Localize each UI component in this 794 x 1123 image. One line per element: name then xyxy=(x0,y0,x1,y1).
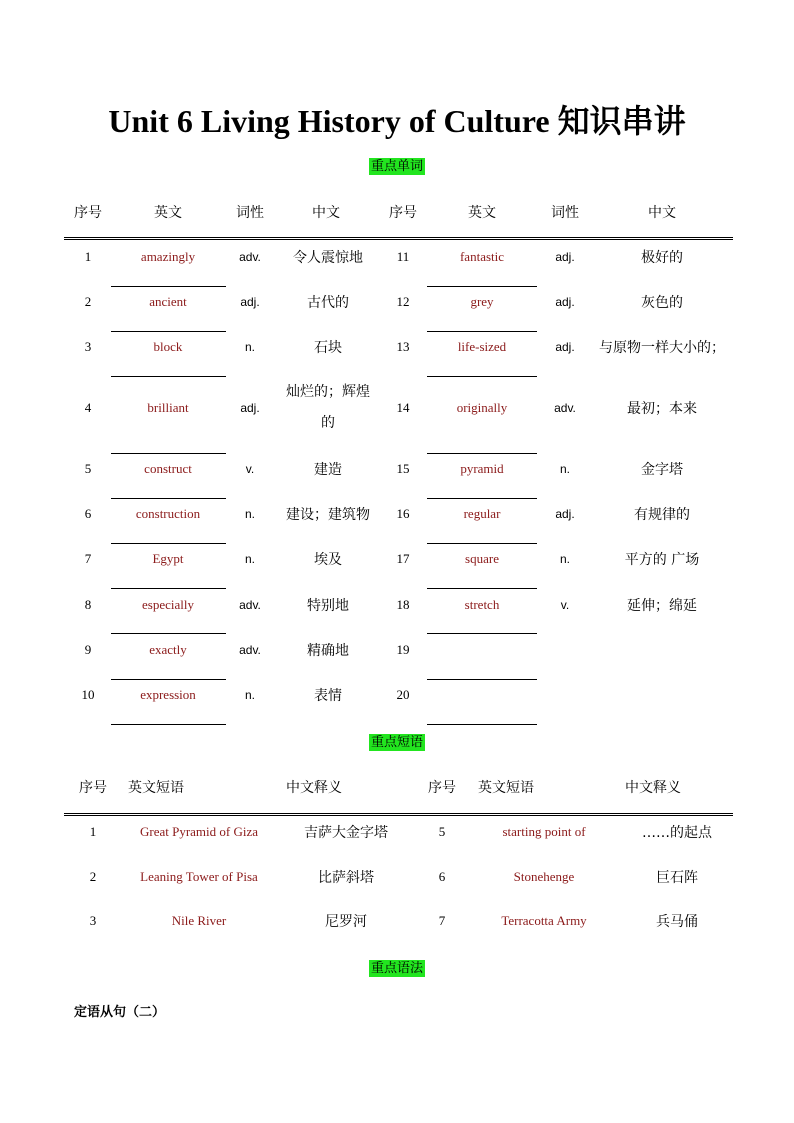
word-english: Egypt xyxy=(152,551,184,566)
word-number: 5 xyxy=(84,461,92,476)
word-number: 7 xyxy=(84,551,92,566)
word-part-of-speech: n. xyxy=(244,552,256,566)
word-chinese: 灰色的 xyxy=(641,295,683,311)
phrase-english: Leaning Tower of Pisa xyxy=(140,869,258,884)
word-part-of-speech: adv. xyxy=(239,250,261,264)
word-blank-line xyxy=(427,453,537,454)
word-header-pos-1: 词性 xyxy=(236,205,264,221)
word-part-of-speech: v. xyxy=(560,598,570,612)
word-number: 17 xyxy=(396,551,410,566)
word-header-no-1: 序号 xyxy=(74,205,102,221)
word-part-of-speech: adv. xyxy=(239,598,261,612)
phrase-english: Terracotta Army xyxy=(501,913,587,928)
word-blank-line xyxy=(427,633,537,634)
phrase-chinese: 兵马俑 xyxy=(656,914,698,930)
word-english: regular xyxy=(463,506,501,521)
phrase-header-en-2: 英文短语 xyxy=(478,780,534,796)
phrase-header-no-2: 序号 xyxy=(428,780,456,796)
word-part-of-speech: adj. xyxy=(240,401,260,415)
word-chinese: 灿烂的；辉煌的 xyxy=(286,384,370,431)
word-part-of-speech: n. xyxy=(244,340,256,354)
document-title: Unit 6 Living History of Culture 知识串讲 xyxy=(108,103,686,139)
word-blank-line xyxy=(111,724,226,725)
section-tag-grammar-label: 重点语法 xyxy=(370,961,423,976)
word-number: 19 xyxy=(396,642,410,657)
phrase-english: Stonehenge xyxy=(513,869,575,884)
word-number: 9 xyxy=(84,642,92,657)
word-english: construction xyxy=(135,506,201,521)
phrase-chinese: 巨石阵 xyxy=(656,870,698,886)
word-chinese: 金字塔 xyxy=(641,462,683,478)
word-blank-line xyxy=(111,679,226,680)
section-tag-phrases xyxy=(0,731,794,750)
word-english: construct xyxy=(144,461,192,476)
word-chinese: 令人震惊地 xyxy=(293,250,363,266)
phrase-number: 5 xyxy=(438,824,446,839)
phrase-number: 7 xyxy=(438,913,446,928)
word-part-of-speech: n. xyxy=(244,688,256,702)
word-english: stretch xyxy=(464,597,500,612)
word-header-no-2: 序号 xyxy=(389,205,417,221)
word-blank-line xyxy=(111,331,226,332)
word-part-of-speech: adj. xyxy=(555,295,575,309)
word-chinese: 极好的 xyxy=(641,250,683,266)
word-blank-line xyxy=(427,331,537,332)
word-number: 10 xyxy=(81,687,95,702)
word-chinese: 平方的 广场 xyxy=(624,552,700,568)
phrase-header-cn-2: 中文释义 xyxy=(625,780,681,796)
word-english: grey xyxy=(470,294,494,309)
word-part-of-speech: n. xyxy=(559,462,571,476)
phrase-number: 1 xyxy=(89,824,97,839)
word-part-of-speech: adj. xyxy=(240,295,260,309)
word-blank-line xyxy=(111,633,226,634)
word-english: expression xyxy=(140,687,196,702)
word-chinese: 有规律的 xyxy=(634,507,690,523)
phrase-chinese: 尼罗河 xyxy=(325,914,367,930)
word-number: 4 xyxy=(84,400,92,415)
word-header-en-1: 英文 xyxy=(154,205,182,221)
word-chinese: 埃及 xyxy=(314,552,342,568)
word-english: originally xyxy=(456,400,508,415)
word-number: 13 xyxy=(396,339,410,354)
word-header-en-2: 英文 xyxy=(468,205,496,221)
word-chinese: 与原物一样大小的； xyxy=(599,340,725,356)
word-header-pos-2: 词性 xyxy=(551,205,579,221)
word-part-of-speech: adj. xyxy=(555,340,575,354)
word-english: life-sized xyxy=(457,339,507,354)
word-chinese: 特别地 xyxy=(307,598,349,614)
word-part-of-speech: adj. xyxy=(555,507,575,521)
word-header-cn-2: 中文 xyxy=(648,205,676,221)
word-part-of-speech: n. xyxy=(559,552,571,566)
word-number: 12 xyxy=(396,294,410,309)
word-chinese: 延伸；绵延 xyxy=(627,598,697,614)
phrase-english: Nile River xyxy=(171,913,227,928)
phrase-chinese: 比萨斜塔 xyxy=(318,870,374,886)
word-english: square xyxy=(465,551,499,566)
word-english: amazingly xyxy=(140,249,196,264)
section-tag-words xyxy=(0,155,794,174)
word-chinese: 建设；建筑物 xyxy=(286,507,370,523)
word-number: 11 xyxy=(396,249,410,264)
word-blank-line xyxy=(427,376,537,377)
word-blank-line xyxy=(111,498,226,499)
word-english: especially xyxy=(142,597,194,612)
word-number: 20 xyxy=(396,687,410,702)
word-blank-line xyxy=(427,498,537,499)
word-english: block xyxy=(153,339,183,354)
word-number: 14 xyxy=(396,400,410,415)
phrase-table-rule xyxy=(64,813,733,816)
word-header-cn-1: 中文 xyxy=(312,205,340,221)
word-part-of-speech: adj. xyxy=(555,250,575,264)
phrase-english: Great Pyramid of Giza xyxy=(139,824,259,839)
word-blank-line xyxy=(427,543,537,544)
word-part-of-speech: adv. xyxy=(554,401,576,415)
word-blank-line xyxy=(111,376,226,377)
word-blank-line xyxy=(111,286,226,287)
word-number: 18 xyxy=(396,597,410,612)
word-english: fantastic xyxy=(459,249,505,264)
grammar-heading: 定语从句（二） xyxy=(74,1005,166,1020)
word-chinese: 古代的 xyxy=(307,295,349,311)
word-blank-line xyxy=(427,286,537,287)
word-chinese: 石块 xyxy=(314,340,342,356)
phrase-chinese: 吉萨大金字塔 xyxy=(304,825,388,841)
phrase-chinese: ……的起点 xyxy=(642,825,712,841)
word-number: 16 xyxy=(396,506,410,521)
word-part-of-speech: v. xyxy=(245,462,255,476)
word-blank-line xyxy=(111,453,226,454)
phrase-header-en-1: 英文短语 xyxy=(128,780,184,796)
phrase-number: 6 xyxy=(438,869,446,884)
word-chinese: 建造 xyxy=(314,462,342,478)
word-blank-line xyxy=(111,543,226,544)
word-number: 2 xyxy=(84,294,92,309)
section-tag-words-label: 重点单词 xyxy=(370,159,423,174)
word-blank-line xyxy=(427,724,537,725)
word-blank-line xyxy=(427,588,537,589)
word-number: 6 xyxy=(84,506,92,521)
phrase-header-cn-1: 中文释义 xyxy=(286,780,342,796)
word-number: 15 xyxy=(396,461,410,476)
word-number: 1 xyxy=(84,249,92,264)
word-blank-line xyxy=(111,588,226,589)
word-part-of-speech: adv. xyxy=(239,643,261,657)
section-tag-grammar xyxy=(0,957,794,976)
phrase-header-no-1: 序号 xyxy=(79,780,107,796)
section-tag-phrases-label: 重点短语 xyxy=(370,735,423,750)
word-blank-line xyxy=(427,679,537,680)
word-chinese: 最初；本来 xyxy=(627,401,697,417)
phrase-number: 2 xyxy=(89,869,97,884)
word-number: 3 xyxy=(84,339,92,354)
word-chinese: 精确地 xyxy=(307,643,349,659)
word-english: brilliant xyxy=(147,400,189,415)
phrase-number: 3 xyxy=(89,913,97,928)
word-part-of-speech: n. xyxy=(244,507,256,521)
word-english: exactly xyxy=(149,642,187,657)
word-number: 8 xyxy=(84,597,92,612)
word-english: ancient xyxy=(149,294,187,309)
word-table-rule xyxy=(64,237,733,240)
word-chinese: 表情 xyxy=(314,688,342,704)
phrase-english: starting point of xyxy=(502,824,586,839)
word-english: pyramid xyxy=(460,461,504,476)
